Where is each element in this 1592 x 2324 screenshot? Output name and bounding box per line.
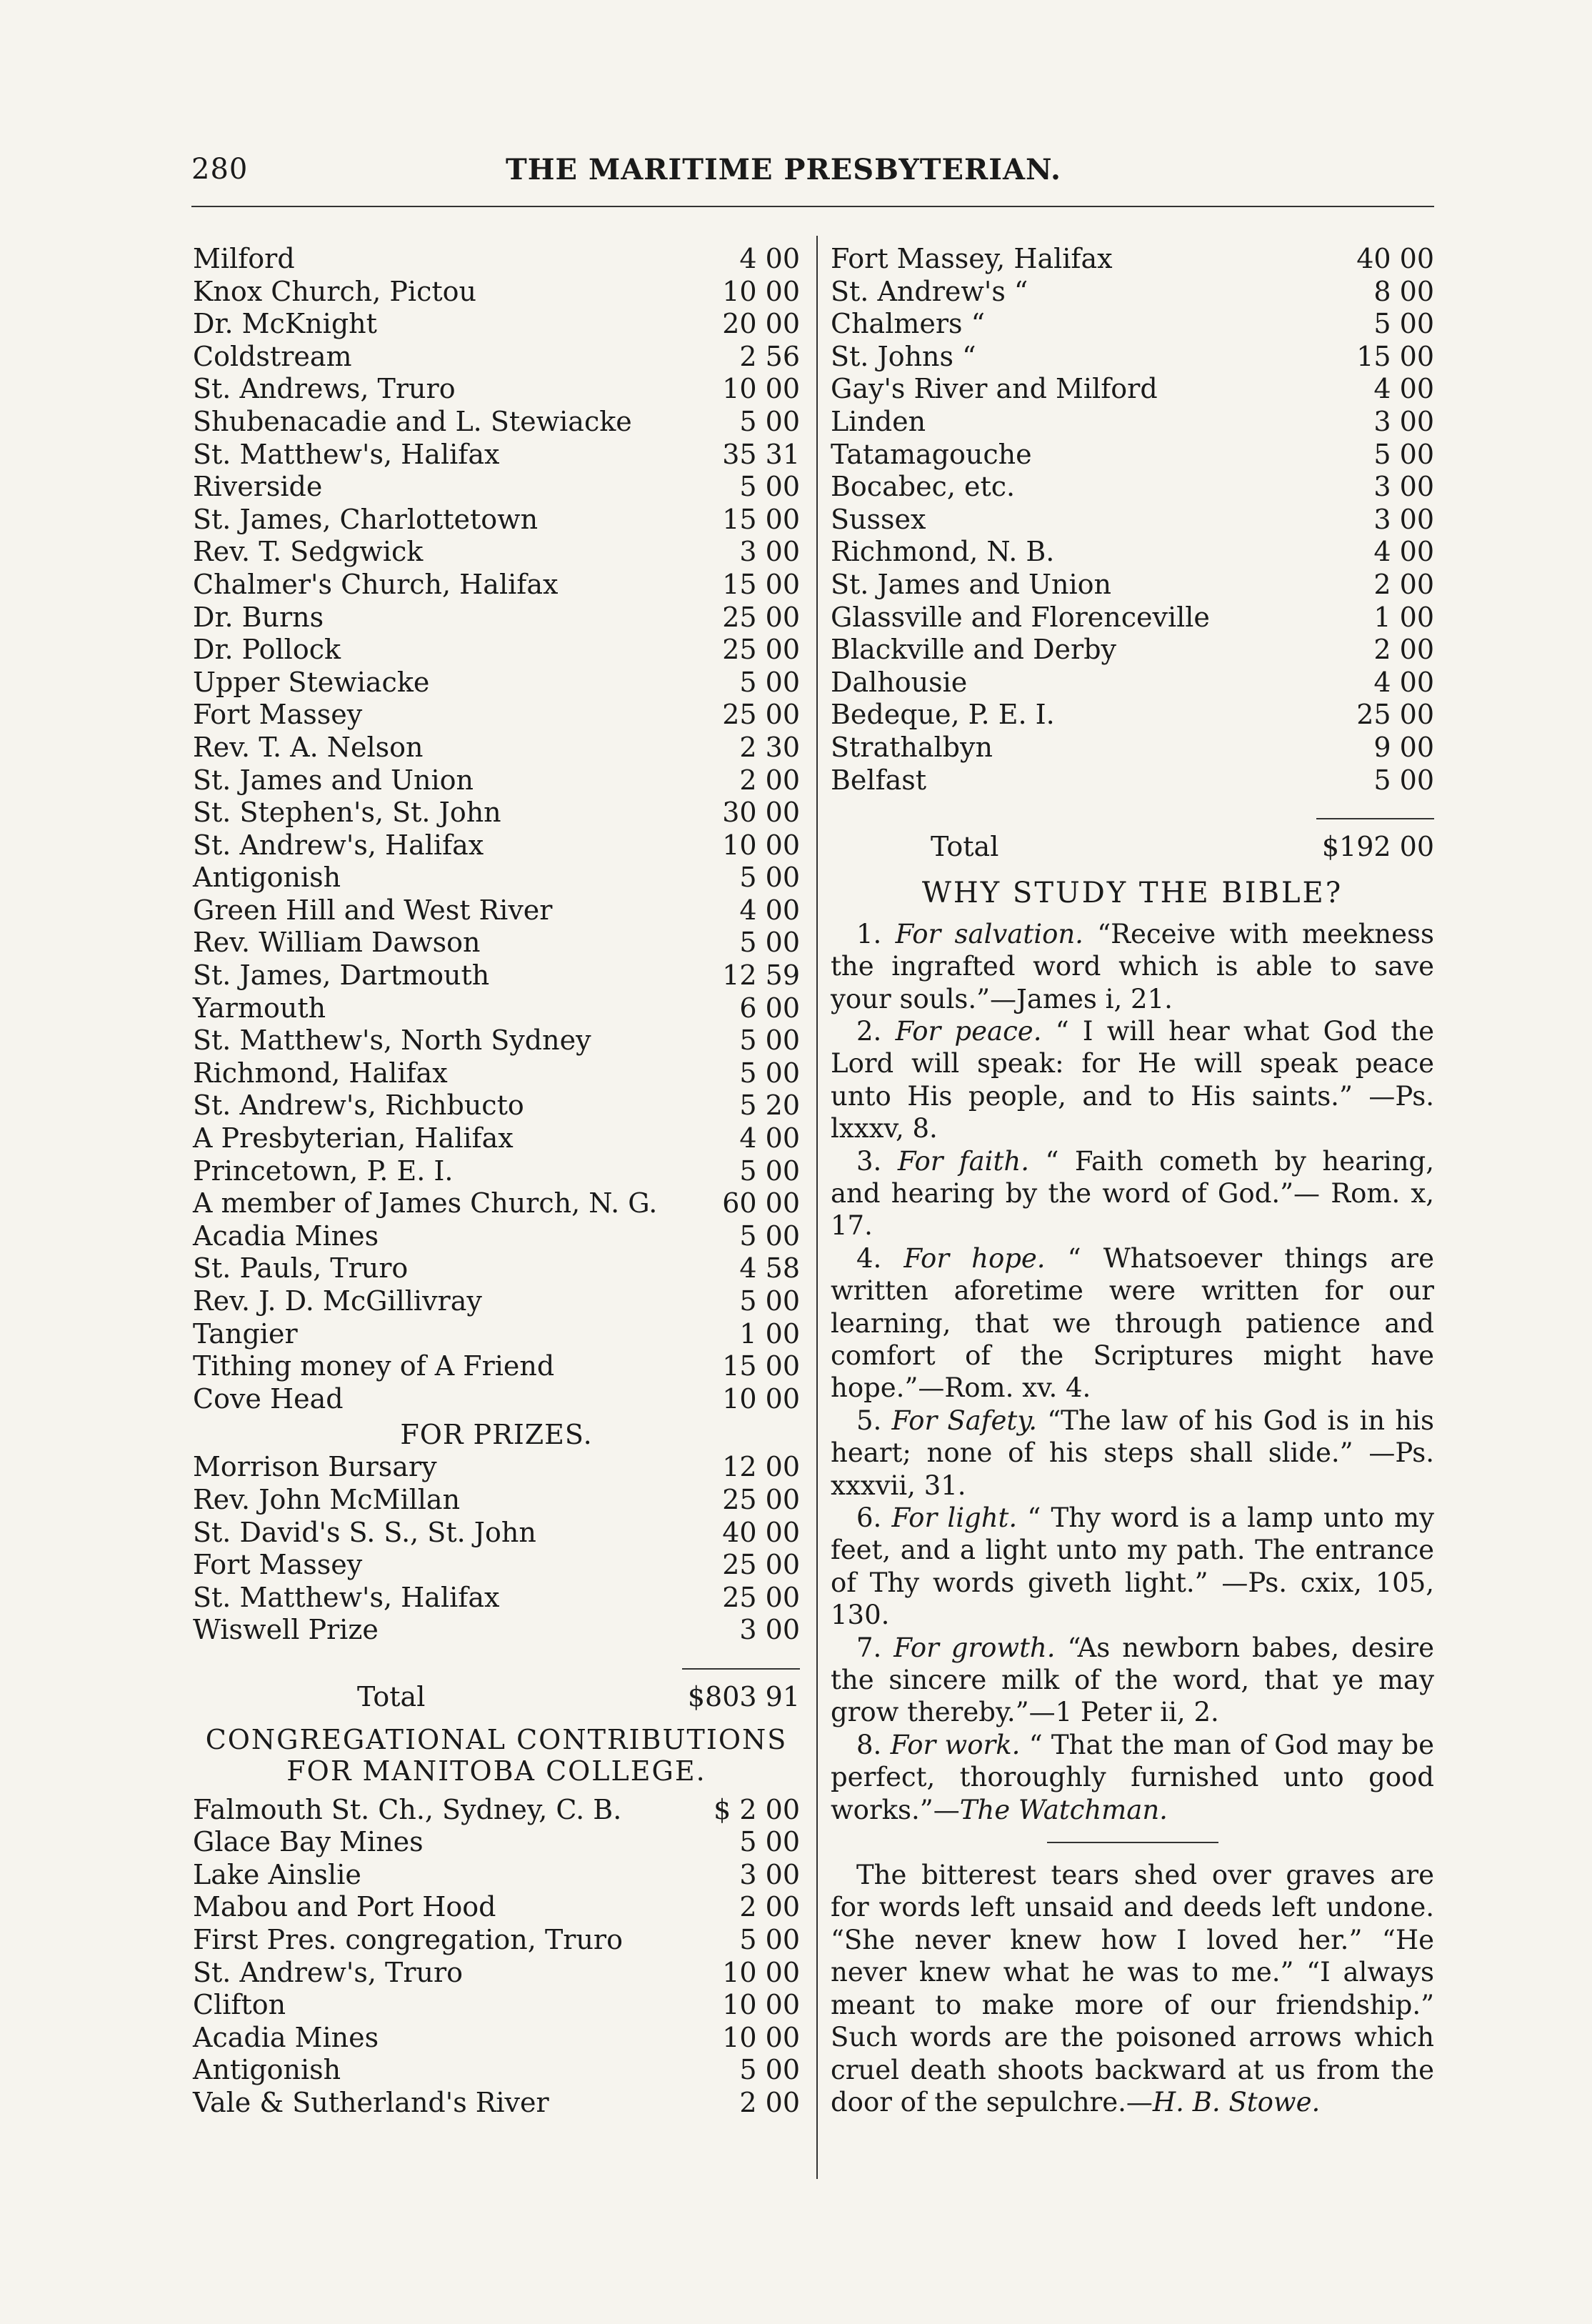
item-amount: 6 00	[739, 992, 800, 1024]
reason-text: “ Whatsoever things are written aforetime were written for our learning, that we through patience and comfort of the Scriptures might have hope.”—Rom. xv. 4.	[831, 1242, 1434, 1404]
item-name: Blackville and Derby	[831, 634, 1116, 666]
item-amount: 9 00	[1373, 731, 1434, 763]
item-amount: 40 00	[722, 1516, 800, 1548]
item-amount: 5 00	[739, 1923, 800, 1955]
reason-text: “The law of his God is in his heart; none of his steps shall slide.” —Ps. xxxvii, 31.	[831, 1405, 1434, 1501]
reason-label: For growth.	[893, 1632, 1056, 1663]
item-amount: 15 00	[722, 568, 800, 600]
reason-paragraph	[831, 1405, 1434, 1502]
total-label: Total	[931, 831, 999, 863]
item-amount: 25 00	[722, 601, 800, 633]
item-amount: 5 00	[739, 927, 800, 959]
item-amount: 3 00	[739, 1614, 800, 1646]
item-name: Belfast	[831, 764, 927, 796]
reason-text: “ Faith cometh by hearing, and hearing by the word of God.”— Rom. x, 17.	[831, 1145, 1434, 1242]
reason-label: For Safety.	[891, 1405, 1037, 1436]
item-name: Antigonish	[193, 2054, 341, 2086]
item-name: Clifton	[193, 1989, 286, 2021]
reason-label: For hope.	[903, 1242, 1046, 1274]
item-amount: 5 00	[739, 666, 800, 698]
item-amount: 10 00	[722, 1382, 800, 1415]
list-item	[193, 1582, 800, 1615]
list-item	[193, 1155, 800, 1188]
item-amount: 2 00	[739, 764, 800, 796]
list-item	[193, 536, 800, 569]
quote-author: H. B. Stowe.	[1152, 2086, 1321, 2118]
item-amount: 5 00	[739, 471, 800, 503]
list-item	[193, 1383, 800, 1416]
list-item	[193, 667, 800, 699]
item-name: St. David's S. S., St. John	[193, 1516, 536, 1548]
column-divider	[816, 236, 818, 2179]
item-amount: 10 00	[722, 373, 800, 405]
item-amount: 10 00	[722, 1956, 800, 1988]
item-name: St. Andrew's, Richbucto	[193, 1089, 524, 1122]
reason-label: For light.	[891, 1502, 1018, 1533]
reason-number: 2.	[856, 1015, 896, 1047]
item-name: St. James and Union	[193, 764, 474, 796]
item-amount: 1 00	[1373, 601, 1434, 633]
item-amount: 3 00	[1373, 405, 1434, 437]
item-name: Upper Stewiacke	[193, 666, 430, 698]
list-item	[831, 569, 1434, 602]
list-item	[193, 1451, 800, 1484]
item-amount: 5 20	[739, 1089, 800, 1122]
item-amount: 25 00	[722, 699, 800, 731]
reason-paragraph	[831, 1502, 1434, 1632]
item-name: Rev. William Dawson	[193, 927, 481, 959]
item-amount: 4 00	[739, 243, 800, 274]
item-amount: 12 00	[722, 1451, 800, 1483]
item-amount: 4 00	[739, 1122, 800, 1154]
item-amount: 5 00	[739, 862, 800, 894]
page-number: 280	[191, 153, 249, 186]
item-amount: 10 00	[722, 1989, 800, 2021]
item-amount: 4 00	[1373, 373, 1434, 405]
list-item	[193, 2054, 800, 2087]
item-amount: 5 00	[739, 1220, 800, 1252]
list-item	[831, 471, 1434, 504]
left-total-row	[193, 1681, 800, 1714]
item-amount: 10 00	[722, 275, 800, 307]
item-name: Acadia Mines	[193, 1220, 379, 1252]
list-item	[831, 764, 1434, 797]
item-name: Glassville and Florenceville	[831, 601, 1210, 633]
reason-paragraph	[831, 1632, 1434, 1729]
item-amount: 40 00	[1356, 243, 1434, 274]
item-name: St. Andrews, Truro	[193, 373, 456, 405]
reason-number: 5.	[856, 1405, 892, 1436]
reason-label: For salvation.	[895, 918, 1083, 949]
item-amount: 15 00	[722, 503, 800, 535]
quote-paragraph	[831, 1859, 1434, 2118]
item-name: Morrison Bursary	[193, 1451, 437, 1483]
list-item	[193, 1089, 800, 1122]
reason-label: For peace.	[895, 1015, 1042, 1047]
list-item	[831, 504, 1434, 537]
manitoba-heading: CONGREGATIONAL CONTRIBUTIONS FOR MANITOBA COLLEGE.	[205, 1723, 788, 1787]
item-amount: 10 00	[722, 2021, 800, 2053]
list-item	[193, 1252, 800, 1285]
item-name: St. James, Dartmouth	[193, 959, 490, 992]
item-name: Coldstream	[193, 340, 352, 372]
list-item	[193, 1187, 800, 1220]
list-item	[193, 2087, 800, 2120]
list-item	[193, 959, 800, 992]
list-item	[831, 341, 1434, 374]
item-amount: 3 00	[1373, 471, 1434, 503]
item-amount: 12 59	[722, 959, 800, 992]
item-name: Dalhousie	[831, 666, 968, 698]
item-name: Dr. McKnight	[193, 308, 377, 340]
item-amount: 8 00	[1373, 275, 1434, 307]
list-item	[193, 699, 800, 732]
list-item	[831, 536, 1434, 569]
item-name: Rev. T. Sedgwick	[193, 536, 424, 568]
item-amount: 2 56	[739, 340, 800, 372]
list-item	[831, 699, 1434, 732]
item-amount: 3 00	[739, 1858, 800, 1890]
item-name: Glace Bay Mines	[193, 1826, 424, 1858]
list-item	[193, 1285, 800, 1318]
list-item	[831, 634, 1434, 667]
item-amount: 3 00	[739, 536, 800, 568]
item-amount: 25 00	[722, 634, 800, 666]
reason-label: For work.	[890, 1729, 1021, 1760]
item-name: St. Andrew's, Halifax	[193, 829, 484, 861]
total-amount: $192 00	[1321, 831, 1434, 863]
list-item	[193, 992, 800, 1025]
list-item	[193, 1891, 800, 1924]
reason-text: “ Thy word is a lamp unto my feet, and a light unto my path. The entrance of Thy words giveth light.” —Ps. cxix, 105, 130.	[831, 1502, 1434, 1631]
prizes-list	[193, 1451, 800, 1647]
list-item	[831, 276, 1434, 309]
item-name: Falmouth St. Ch., Sydney, C. B.	[193, 1793, 622, 1825]
list-item	[193, 829, 800, 862]
study-heading: WHY STUDY THE BIBLE?	[921, 876, 1343, 909]
item-name: Sussex	[831, 503, 926, 535]
list-item	[831, 732, 1434, 764]
reasons-list	[831, 918, 1434, 1826]
item-name: Fort Massey, Halifax	[831, 243, 1113, 274]
list-item	[193, 1220, 800, 1253]
item-name: Riverside	[193, 471, 323, 503]
item-amount: 3 00	[1373, 503, 1434, 535]
quote-text: The bitterest tears shed over graves are for words left unsaid and deeds left undone. “She never knew how I loved her.” “He never knew what he was to me.” “I always meant to make more of our friendship.” Such words are the poisoned arrows which cruel death shoots backward at us from the door of the sepulchre.—	[831, 1860, 1434, 2118]
section-rule	[1047, 1842, 1218, 1843]
item-amount: 35 31	[722, 438, 800, 470]
item-name: First Pres. congregation, Truro	[193, 1923, 623, 1955]
item-name: Bocabec, etc.	[831, 471, 1016, 503]
list-item	[193, 1826, 800, 1859]
list-item	[193, 1924, 800, 1957]
list-item	[193, 341, 800, 374]
item-amount: 20 00	[722, 308, 800, 340]
item-amount: 25 00	[722, 1549, 800, 1581]
item-name: Linden	[831, 405, 926, 437]
item-name: Richmond, Halifax	[193, 1057, 448, 1089]
list-item	[831, 243, 1434, 276]
reason-paragraph	[831, 918, 1434, 1015]
item-name: Green Hill and West River	[193, 894, 553, 926]
reason-text: “ That the man of God may be perfect, thoroughly furnished unto good works.”—	[831, 1729, 1434, 1825]
item-amount: 5 00	[739, 1285, 800, 1317]
reason-text: “Receive with meekness the ingrafted word which is able to save your souls.”—James i, 21.	[831, 918, 1434, 1014]
item-amount: 60 00	[722, 1187, 800, 1220]
item-name: St. James and Union	[831, 568, 1111, 600]
item-name: Fort Massey	[193, 699, 363, 731]
item-name: Dr. Pollock	[193, 634, 341, 666]
header-rule	[191, 206, 1434, 207]
list-item	[831, 308, 1434, 341]
item-name: Dr. Burns	[193, 601, 324, 633]
item-amount: $ 2 00	[714, 1793, 800, 1825]
reason-text: “ I will hear what God the Lord will speak: for He will speak peace unto His people, and to His saints.” —Ps. lxxxv, 8.	[831, 1015, 1434, 1144]
list-item	[193, 764, 800, 797]
item-amount: 4 00	[1373, 666, 1434, 698]
item-name: St. Matthew's, Halifax	[193, 438, 500, 470]
list-item	[193, 1024, 800, 1057]
item-name: Rev. John McMillan	[193, 1483, 461, 1515]
item-amount: 2 30	[739, 731, 800, 763]
reason-number: 4.	[856, 1242, 904, 1274]
item-name: Acadia Mines	[193, 2021, 379, 2053]
item-name: Vale & Sutherland's River	[193, 2086, 549, 2118]
item-name: Lake Ainslie	[193, 1858, 361, 1890]
list-item	[193, 1517, 800, 1550]
item-name: Strathalbyn	[831, 731, 993, 763]
item-name: St. Matthew's, Halifax	[193, 1581, 500, 1613]
list-item	[193, 439, 800, 472]
list-item	[193, 1989, 800, 2022]
item-amount: 10 00	[722, 829, 800, 861]
reason-paragraph	[831, 1729, 1434, 1826]
list-item	[193, 1794, 800, 1827]
item-amount: 5 00	[739, 2054, 800, 2086]
item-name: Tangier	[193, 1317, 298, 1350]
item-amount: 5 00	[739, 1826, 800, 1858]
right-column	[831, 243, 1434, 2118]
item-name: St. Stephen's, St. John	[193, 797, 501, 829]
item-name: St. James, Charlottetown	[193, 503, 539, 535]
list-item	[193, 602, 800, 634]
list-item	[193, 732, 800, 764]
list-item	[193, 1318, 800, 1351]
item-name: St. Pauls, Truro	[193, 1252, 409, 1285]
right-total-rule	[831, 811, 1434, 825]
item-amount: 1 00	[739, 1317, 800, 1350]
item-name: Rev. T. A. Nelson	[193, 731, 424, 763]
reason-paragraph	[831, 1145, 1434, 1242]
item-name: Milford	[193, 243, 295, 274]
reason-number: 1.	[856, 918, 896, 949]
list-item	[831, 373, 1434, 406]
item-name: A Presbyterian, Halifax	[193, 1122, 514, 1154]
item-name: Gay's River and Milford	[831, 373, 1158, 405]
item-name: Princetown, P. E. I.	[193, 1154, 454, 1187]
item-name: St. Matthew's, North Sydney	[193, 1024, 591, 1057]
list-item	[193, 1484, 800, 1517]
item-name: Wiswell Prize	[193, 1614, 379, 1646]
list-item	[193, 634, 800, 667]
item-amount: 30 00	[722, 797, 800, 829]
list-item	[193, 1859, 800, 1892]
item-name: Rev. J. D. McGillivray	[193, 1285, 482, 1317]
item-name: Tatamagouche	[831, 438, 1032, 470]
reason-number: 6.	[856, 1502, 892, 1533]
list-item	[831, 602, 1434, 634]
item-amount: 2 00	[739, 2086, 800, 2118]
list-item	[193, 1057, 800, 1090]
item-amount: 5 00	[1373, 764, 1434, 796]
list-item	[193, 1350, 800, 1383]
list-item	[193, 2022, 800, 2055]
item-name: A member of James Church, N. G.	[193, 1187, 658, 1220]
item-amount: 15 00	[722, 1350, 800, 1382]
contribution-list	[193, 243, 800, 1415]
item-amount: 25 00	[722, 1483, 800, 1515]
list-item	[193, 862, 800, 894]
list-item	[193, 797, 800, 829]
item-amount: 5 00	[739, 1154, 800, 1187]
item-name: Yarmouth	[193, 992, 326, 1024]
reason-number: 3.	[856, 1145, 898, 1177]
list-item	[193, 373, 800, 406]
item-name: Knox Church, Pictou	[193, 275, 476, 307]
item-name: Shubenacadie and L. Stewiacke	[193, 405, 632, 437]
item-amount: 15 00	[1356, 340, 1434, 372]
item-name: Cove Head	[193, 1382, 344, 1415]
item-amount: 5 00	[1373, 438, 1434, 470]
total-rule	[193, 1661, 800, 1675]
item-name: St. Johns “	[831, 340, 976, 372]
list-item	[193, 308, 800, 341]
item-amount: 2 00	[1373, 634, 1434, 666]
page-title: THE MARITIME PRESBYTERIAN.	[506, 153, 1061, 186]
item-name: Fort Massey	[193, 1549, 363, 1581]
item-amount: 25 00	[1356, 699, 1434, 731]
list-item	[193, 894, 800, 927]
item-name: Chalmers “	[831, 308, 986, 340]
reason-paragraph	[831, 1242, 1434, 1405]
item-name: Mabou and Port Hood	[193, 1891, 496, 1923]
reason-paragraph	[831, 1015, 1434, 1145]
reason-text: “As newborn babes, desire the sincere milk of the word, that ye may grow thereby.”—1 Peter ii, 2.	[831, 1632, 1434, 1728]
total-label: Total	[357, 1680, 426, 1712]
list-item	[193, 406, 800, 439]
list-item	[193, 569, 800, 602]
item-name: St. Andrew's “	[831, 275, 1028, 307]
list-item	[193, 927, 800, 959]
item-name: St. Andrew's, Truro	[193, 1956, 464, 1988]
list-item	[193, 1549, 800, 1582]
list-item	[193, 1614, 800, 1647]
item-amount: 5 00	[739, 405, 800, 437]
running-head	[191, 153, 1434, 196]
manitoba-list	[193, 1794, 800, 2120]
left-column	[193, 243, 800, 2119]
item-name: Antigonish	[193, 862, 341, 894]
item-name: Bedeque, P. E. I.	[831, 699, 1055, 731]
right-total-row	[831, 831, 1434, 864]
item-amount: 5 00	[739, 1057, 800, 1089]
list-item	[193, 276, 800, 309]
item-amount: 2 00	[1373, 568, 1434, 600]
item-amount: 4 00	[739, 894, 800, 926]
list-item	[831, 667, 1434, 699]
item-amount: 5 00	[1373, 308, 1434, 340]
reason-source: The Watchman.	[959, 1794, 1168, 1825]
item-amount: 4 00	[1373, 536, 1434, 568]
list-item	[193, 1122, 800, 1155]
item-name: Richmond, N. B.	[831, 536, 1055, 568]
reason-number: 8.	[856, 1729, 891, 1760]
item-amount: 4 58	[739, 1252, 800, 1285]
list-item	[831, 406, 1434, 439]
list-item	[193, 471, 800, 504]
list-item	[193, 504, 800, 537]
total-amount: $803 91	[687, 1680, 800, 1712]
reason-number: 7.	[856, 1632, 894, 1663]
item-amount: 5 00	[739, 1024, 800, 1057]
list-item	[831, 439, 1434, 472]
item-amount: 2 00	[739, 1891, 800, 1923]
list-item	[193, 1957, 800, 1990]
item-amount: 25 00	[722, 1581, 800, 1613]
prizes-heading: FOR PRIZES.	[400, 1419, 593, 1451]
item-name: Chalmer's Church, Halifax	[193, 568, 559, 600]
reason-label: For faith.	[897, 1145, 1029, 1177]
list-item	[193, 243, 800, 276]
contribution-list-continued	[831, 243, 1434, 797]
item-name: Tithing money of A Friend	[193, 1350, 555, 1382]
